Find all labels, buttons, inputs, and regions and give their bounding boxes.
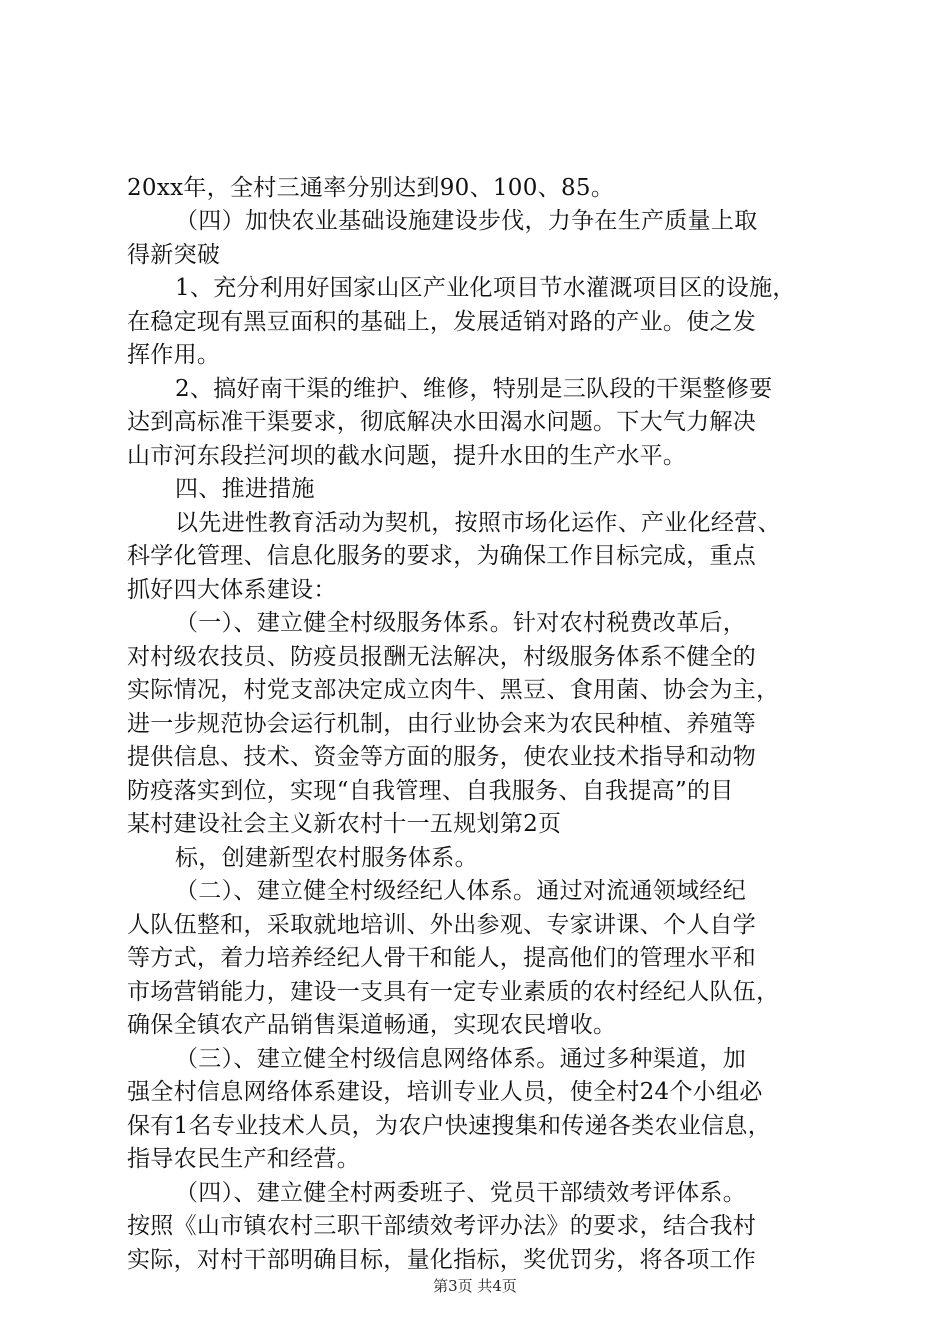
body-line: 指导农民生产和经营。 [127, 1146, 360, 1172]
subsection-heading: （一）、建立健全村级服务体系。针对农村税费改革后， [175, 610, 746, 636]
body-line: 标，创建新型农村服务体系。 [175, 845, 478, 871]
subsection-heading: （四）、建立健全村两委班子、党员干部绩效考评体系。 [175, 1180, 746, 1206]
body-line: 人队伍整和，采取就地培训、外出参观、专家讲课、个人自学 [127, 912, 757, 938]
body-line: 对村级农技员、防疫员报酬无法解决，村级服务体系不健全的 [127, 644, 757, 670]
embedded-page-label: 某村建设社会主义新农村十一五规划第2页 [127, 811, 562, 837]
list-item: 1、充分利用好国家山区产业化项目节水灌溉项目区的设施， [175, 275, 796, 301]
body-line: 按照《山市镇农村三职干部绩效考评办法》的要求，结合我村 [127, 1213, 757, 1239]
section-heading: （四）加快农业基础设施建设步伐，力争在生产质量上取 [175, 208, 758, 234]
subsection-heading: （三）、建立健全村级信息网络体系。通过多种渠道，加 [175, 1046, 746, 1072]
body-line: 提供信息、技术、资金等方面的服务，使农业技术指导和动物 [127, 744, 757, 770]
body-line: 达到高标准干渠要求，彻底解决水田渴水问题。下大气力解决 [127, 409, 757, 435]
page-footer: 第3页 共4页 [433, 1277, 517, 1295]
body-line: 20xx年，全村三通率分别达到90、100、85。 [127, 175, 615, 201]
body-line: 山市河东段拦河坝的截水问题，提升水田的生产水平。 [127, 443, 687, 469]
subsection-heading: （二）、建立健全村级经纪人体系。通过对流通领域经纪 [175, 878, 746, 904]
body-line: 防疫落实到位，实现“自我管理、自我服务、自我提高”的目 [127, 778, 734, 804]
body-line: 抓好四大体系建设： [127, 577, 337, 603]
body-line: 科学化管理、信息化服务的要求，为确保工作目标完成，重点 [127, 543, 757, 569]
body-line: 挥作用。 [127, 342, 221, 368]
section-heading: 四、推进措施 [175, 476, 315, 502]
body-line: 实际，对村干部明确目标，量化指标，奖优罚劣，将各项工作 [127, 1247, 757, 1273]
section-heading-cont: 得新突破 [127, 242, 221, 268]
paragraph-start: 以先进性教育活动为契机，按照市场化运作、产业化经营、 [175, 510, 781, 536]
body-line: 在稳定现有黑豆面积的基础上，发展适销对路的产业。使之发 [127, 309, 757, 335]
body-line: 保有1名专业技术人员，为农户快速搜集和传递各类农业信息， [127, 1113, 772, 1139]
body-line: 强全村信息网络体系建设，培训专业人员，使全村24个小组必 [127, 1079, 763, 1105]
body-line: 等方式，着力培养经纪人骨干和能人，提高他们的管理水平和 [127, 945, 757, 971]
body-line: 实际情况，村党支部决定成立肉牛、黑豆、食用菌、协会为主， [127, 677, 780, 703]
body-line: 市场营销能力，建设一支具有一定专业素质的农村经纪人队伍， [127, 979, 780, 1005]
list-item: 2、搞好南干渠的维护、维修，特别是三队段的干渠整修要 [175, 376, 773, 402]
body-line: 确保全镇农产品销售渠道畅通，实现农民增收。 [127, 1012, 617, 1038]
body-line: 进一步规范协会运行机制，由行业协会来为农民种植、养殖等 [127, 711, 757, 737]
